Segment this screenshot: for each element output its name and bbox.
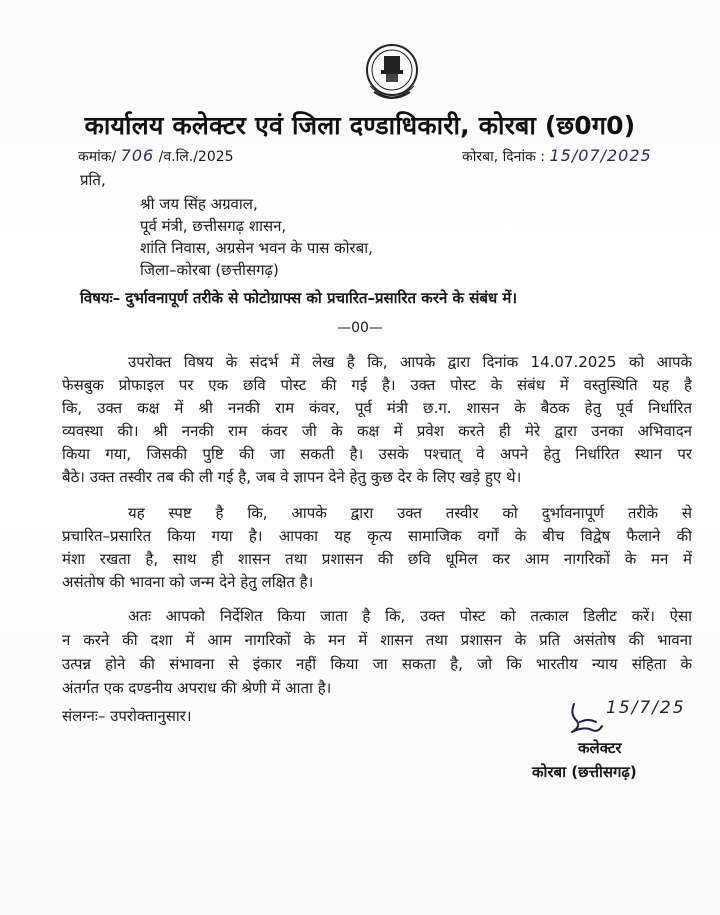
recipient-line: पूर्व मंत्री, छत्तीसगढ़ शासन, [140, 217, 287, 235]
subject-line [80, 288, 517, 308]
recipient-line: जिला–कोरबा (छत्तीसगढ़) [140, 261, 279, 279]
letter-date-handwritten: 15/07/2025 [549, 146, 652, 165]
reference-suffix: /व.लि./2025 [158, 149, 234, 165]
recipient-line: शांति निवास, अग्रसेन भवन के पास कोरबा, [140, 239, 373, 257]
signatory-place: कोरबा (छत्तीसगढ़) [532, 763, 637, 781]
office-title: कार्यालय कलेक्टर एवं जिला दण्डाधिकारी, कोरबा (छ0ग0) [84, 111, 636, 140]
recipient-line: श्री जय सिंह अग्रवाल, [140, 195, 258, 213]
section-divider: —00— [337, 320, 383, 336]
salutation: प्रति, [80, 171, 106, 189]
paragraph-line: फेसबुक प्रोफाइल पर एक छवि पोस्ट की गई है। उक्त पोस्ट के संबंध में वस्तुस्थिति यह है [62, 376, 692, 394]
place-date [462, 146, 652, 167]
paragraph-line: यह स्पष्ट है कि, आपके द्वारा उक्त तस्वीर को दुर्भावनापूर्ण तरीके से [128, 504, 692, 522]
subject-label: विषयः– [80, 289, 121, 307]
paragraph-line: न करने की दशा में आम नागरिकों के मन में शासन तथा प्रशासन के प्रति असंतोष की भावना [62, 631, 692, 649]
paragraph-line: मंशा रखता है, साथ ही शासन तथा प्रशासन की छवि धूमिल कर आम नागरिकों के मन में [62, 550, 692, 568]
reference-prefix: कमांक/ [78, 149, 117, 165]
paragraph-line: असंतोष की भावना को जन्म देने हेतु लक्षित है। [62, 573, 314, 591]
reference-number-handwritten: 706 [120, 146, 155, 165]
signature-scribble-icon [566, 700, 606, 736]
signatory-title: कलेक्टर [578, 739, 622, 757]
paragraph-line: व्यवस्था की। श्री ननकी राम कंवर जी के कक्ष में प्रवेश करते ही मेरे द्वारा उनका अभिवादन [62, 422, 692, 440]
signature-date-handwritten: 15/7/25 [606, 698, 686, 718]
paragraph-line: प्रचारित–प्रसारित किया गया है। आपका यह कृत्य सामाजिक वर्गों के बीच विद्वेष फैलाने की [62, 527, 692, 545]
paragraph-line: किया गया, जिसकी पुष्टि की जा सकती है। उसके पश्चात् वे अपने हेतु निर्धारित स्थान पर [62, 445, 692, 463]
paragraph-line: अतः आपको निर्देशित किया जाता है कि, उक्त पोस्ट को तत्काल डिलीट करें। ऐसा [128, 607, 692, 625]
place-date-label: कोरबा, दिनांक : [462, 149, 545, 165]
enclosure-note: संलग्नः– उपरोक्तानुसार। [62, 707, 192, 725]
paragraph-line: उत्पन्न होने की संभावना से इंकार नहीं किया जा सकता है, जो कि भारतीय न्याय संहिता के [62, 655, 692, 673]
paragraph-line: बैठे। उक्त तस्वीर तब की ली गई है, जब वे ज्ञापन देने हेतु कुछ देर के लिए खड़े हुए थे। [62, 468, 522, 486]
reference-number [78, 146, 234, 167]
subject-text: दुर्भावनापूर्ण तरीके से फोटोग्राफ्स को प्रचारित–प्रसारित करने के संबंध में। [125, 289, 518, 307]
paragraph-line: अंतर्गत एक दण्डनीय अपराध की श्रेणी में आता है। [62, 679, 332, 697]
paragraph-line: उपरोक्त विषय के संदर्भ में लेख है कि, आपके द्वारा दिनांक 14.07.2025 को आपके [128, 353, 692, 371]
state-emblem-icon [364, 42, 420, 108]
paragraph-line: कि, उक्त कक्ष में श्री ननकी राम कंवर, पूर्व मंत्री छ.ग. शासन के बैठक हेतु पूर्व निर्धारित [62, 399, 692, 417]
